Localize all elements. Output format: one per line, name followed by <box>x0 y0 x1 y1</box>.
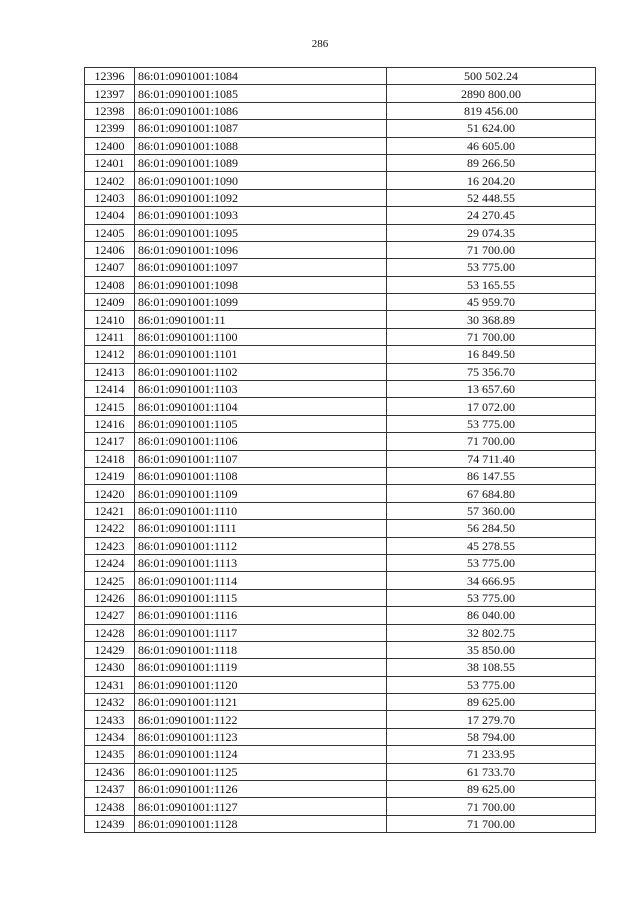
cadastral-number-cell: 86:01:0901001:1126 <box>135 781 387 798</box>
row-number-cell: 12436 <box>85 763 135 780</box>
row-number-cell: 12421 <box>85 502 135 519</box>
value-cell: 58 794.00 <box>387 728 596 745</box>
value-cell: 16 204.20 <box>387 172 596 189</box>
row-number-cell: 12437 <box>85 781 135 798</box>
row-number-cell: 12426 <box>85 589 135 606</box>
table-row <box>85 363 596 380</box>
row-number-cell: 12422 <box>85 520 135 537</box>
cadastral-number-cell: 86:01:0901001:1105 <box>135 415 387 432</box>
row-number-cell: 12396 <box>85 68 135 85</box>
cadastral-number-cell: 86:01:0901001:1106 <box>135 433 387 450</box>
row-number-cell: 12403 <box>85 189 135 206</box>
table-row <box>85 346 596 363</box>
cadastral-number-cell: 86:01:0901001:1084 <box>135 68 387 85</box>
row-number-cell: 12401 <box>85 154 135 171</box>
value-cell: 38 108.55 <box>387 659 596 676</box>
cadastral-number-cell: 86:01:0901001:1103 <box>135 381 387 398</box>
cadastral-number-cell: 86:01:0901001:1100 <box>135 328 387 345</box>
row-number-cell: 12400 <box>85 137 135 154</box>
table-row <box>85 746 596 763</box>
table-row <box>85 224 596 241</box>
table-row <box>85 294 596 311</box>
cadastral-number-cell: 86:01:0901001:1104 <box>135 398 387 415</box>
table-row <box>85 502 596 519</box>
cadastral-number-cell: 86:01:0901001:1098 <box>135 276 387 293</box>
table-row <box>85 241 596 258</box>
value-cell: 819 456.00 <box>387 102 596 119</box>
row-number-cell: 12419 <box>85 467 135 484</box>
cadastral-number-cell: 86:01:0901001:1102 <box>135 363 387 380</box>
cadastral-number-cell: 86:01:0901001:1119 <box>135 659 387 676</box>
table-row <box>85 154 596 171</box>
value-cell: 71 700.00 <box>387 241 596 258</box>
cadastral-number-cell: 86:01:0901001:11 <box>135 311 387 328</box>
row-number-cell: 12418 <box>85 450 135 467</box>
value-cell: 53 775.00 <box>387 554 596 571</box>
row-number-cell: 12409 <box>85 294 135 311</box>
value-cell: 86 147.55 <box>387 467 596 484</box>
row-number-cell: 12425 <box>85 572 135 589</box>
row-number-cell: 12439 <box>85 815 135 832</box>
table-row <box>85 328 596 345</box>
table-row <box>85 172 596 189</box>
row-number-cell: 12399 <box>85 120 135 137</box>
row-number-cell: 12402 <box>85 172 135 189</box>
table-row <box>85 728 596 745</box>
value-cell: 89 266.50 <box>387 154 596 171</box>
value-cell: 75 356.70 <box>387 363 596 380</box>
row-number-cell: 12407 <box>85 259 135 276</box>
table-row <box>85 520 596 537</box>
table-row <box>85 120 596 137</box>
row-number-cell: 12431 <box>85 676 135 693</box>
cadastral-number-cell: 86:01:0901001:1114 <box>135 572 387 589</box>
value-cell: 24 270.45 <box>387 207 596 224</box>
table-row <box>85 450 596 467</box>
table-row <box>85 641 596 658</box>
cadastral-number-cell: 86:01:0901001:1101 <box>135 346 387 363</box>
row-number-cell: 12435 <box>85 746 135 763</box>
cadastral-number-cell: 86:01:0901001:1128 <box>135 815 387 832</box>
row-number-cell: 12427 <box>85 607 135 624</box>
row-number-cell: 12411 <box>85 328 135 345</box>
value-cell: 32 802.75 <box>387 624 596 641</box>
table-row <box>85 763 596 780</box>
row-number-cell: 12406 <box>85 241 135 258</box>
cadastral-number-cell: 86:01:0901001:1124 <box>135 746 387 763</box>
cadastral-number-cell: 86:01:0901001:1099 <box>135 294 387 311</box>
table-row <box>85 607 596 624</box>
table-row <box>85 554 596 571</box>
table-row <box>85 815 596 832</box>
cadastral-number-cell: 86:01:0901001:1121 <box>135 694 387 711</box>
row-number-cell: 12429 <box>85 641 135 658</box>
value-cell: 74 711.40 <box>387 450 596 467</box>
table-row <box>85 398 596 415</box>
row-number-cell: 12417 <box>85 433 135 450</box>
table-row <box>85 102 596 119</box>
table-row <box>85 415 596 432</box>
table-row <box>85 537 596 554</box>
cadastral-number-cell: 86:01:0901001:1092 <box>135 189 387 206</box>
table-row <box>85 572 596 589</box>
table-row <box>85 85 596 102</box>
cadastral-number-cell: 86:01:0901001:1095 <box>135 224 387 241</box>
row-number-cell: 12433 <box>85 711 135 728</box>
table-body <box>85 68 596 833</box>
cadastral-number-cell: 86:01:0901001:1115 <box>135 589 387 606</box>
table-row <box>85 711 596 728</box>
row-number-cell: 12438 <box>85 798 135 815</box>
table-row <box>85 589 596 606</box>
value-cell: 71 700.00 <box>387 815 596 832</box>
page-number: 286 <box>311 38 329 50</box>
cadastral-number-cell: 86:01:0901001:1087 <box>135 120 387 137</box>
row-number-cell: 12434 <box>85 728 135 745</box>
table-row <box>85 676 596 693</box>
row-number-cell: 12398 <box>85 102 135 119</box>
value-cell: 53 775.00 <box>387 589 596 606</box>
table-row <box>85 659 596 676</box>
cadastral-number-cell: 86:01:0901001:1097 <box>135 259 387 276</box>
cadastral-number-cell: 86:01:0901001:1110 <box>135 502 387 519</box>
row-number-cell: 12416 <box>85 415 135 432</box>
value-cell: 56 284.50 <box>387 520 596 537</box>
table-row <box>85 207 596 224</box>
table-row <box>85 433 596 450</box>
cadastral-number-cell: 86:01:0901001:1120 <box>135 676 387 693</box>
table-row <box>85 694 596 711</box>
row-number-cell: 12428 <box>85 624 135 641</box>
table-row <box>85 381 596 398</box>
value-cell: 46 605.00 <box>387 137 596 154</box>
value-cell: 34 666.95 <box>387 572 596 589</box>
table-row <box>85 259 596 276</box>
cadastral-number-cell: 86:01:0901001:1123 <box>135 728 387 745</box>
table-row <box>85 798 596 815</box>
row-number-cell: 12415 <box>85 398 135 415</box>
value-cell: 13 657.60 <box>387 381 596 398</box>
cadastral-number-cell: 86:01:0901001:1116 <box>135 607 387 624</box>
value-cell: 86 040.00 <box>387 607 596 624</box>
row-number-cell: 12432 <box>85 694 135 711</box>
cadastral-number-cell: 86:01:0901001:1113 <box>135 554 387 571</box>
cadastral-number-cell: 86:01:0901001:1118 <box>135 641 387 658</box>
value-cell: 53 775.00 <box>387 415 596 432</box>
value-cell: 17 072.00 <box>387 398 596 415</box>
table-row <box>85 467 596 484</box>
value-cell: 29 074.35 <box>387 224 596 241</box>
row-number-cell: 12414 <box>85 381 135 398</box>
table-row <box>85 485 596 502</box>
value-cell: 16 849.50 <box>387 346 596 363</box>
row-number-cell: 12397 <box>85 85 135 102</box>
row-number-cell: 12404 <box>85 207 135 224</box>
row-number-cell: 12413 <box>85 363 135 380</box>
value-cell: 51 624.00 <box>387 120 596 137</box>
cadastral-number-cell: 86:01:0901001:1111 <box>135 520 387 537</box>
value-cell: 89 625.00 <box>387 694 596 711</box>
cadastral-number-cell: 86:01:0901001:1117 <box>135 624 387 641</box>
cadastral-number-cell: 86:01:0901001:1108 <box>135 467 387 484</box>
value-cell: 71 700.00 <box>387 798 596 815</box>
value-cell: 71 700.00 <box>387 328 596 345</box>
value-cell: 71 233.95 <box>387 746 596 763</box>
cadastral-number-cell: 86:01:0901001:1096 <box>135 241 387 258</box>
value-cell: 57 360.00 <box>387 502 596 519</box>
cadastral-number-cell: 86:01:0901001:1107 <box>135 450 387 467</box>
cadastral-number-cell: 86:01:0901001:1112 <box>135 537 387 554</box>
value-cell: 61 733.70 <box>387 763 596 780</box>
table-row <box>85 276 596 293</box>
table-row <box>85 624 596 641</box>
table-row <box>85 137 596 154</box>
value-cell: 53 775.00 <box>387 676 596 693</box>
row-number-cell: 12408 <box>85 276 135 293</box>
cadastral-number-cell: 86:01:0901001:1109 <box>135 485 387 502</box>
table-row <box>85 781 596 798</box>
cadastral-number-cell: 86:01:0901001:1085 <box>135 85 387 102</box>
row-number-cell: 12410 <box>85 311 135 328</box>
row-number-cell: 12430 <box>85 659 135 676</box>
value-cell: 67 684.80 <box>387 485 596 502</box>
cadastral-number-cell: 86:01:0901001:1122 <box>135 711 387 728</box>
row-number-cell: 12420 <box>85 485 135 502</box>
cadastral-number-cell: 86:01:0901001:1125 <box>135 763 387 780</box>
value-cell: 2890 800.00 <box>387 85 596 102</box>
value-cell: 53 165.55 <box>387 276 596 293</box>
table-row <box>85 311 596 328</box>
row-number-cell: 12423 <box>85 537 135 554</box>
row-number-cell: 12424 <box>85 554 135 571</box>
value-cell: 35 850.00 <box>387 641 596 658</box>
value-cell: 53 775.00 <box>387 259 596 276</box>
cadastral-number-cell: 86:01:0901001:1089 <box>135 154 387 171</box>
row-number-cell: 12412 <box>85 346 135 363</box>
value-cell: 45 959.70 <box>387 294 596 311</box>
cadastral-number-cell: 86:01:0901001:1090 <box>135 172 387 189</box>
cadastral-number-cell: 86:01:0901001:1088 <box>135 137 387 154</box>
value-cell: 30 368.89 <box>387 311 596 328</box>
table-row <box>85 68 596 85</box>
cadastral-number-cell: 86:01:0901001:1127 <box>135 798 387 815</box>
cadastral-number-cell: 86:01:0901001:1086 <box>135 102 387 119</box>
value-cell: 45 278.55 <box>387 537 596 554</box>
value-cell: 71 700.00 <box>387 433 596 450</box>
value-cell: 500 502.24 <box>387 68 596 85</box>
value-cell: 89 625.00 <box>387 781 596 798</box>
table-row <box>85 189 596 206</box>
value-cell: 17 279.70 <box>387 711 596 728</box>
row-number-cell: 12405 <box>85 224 135 241</box>
value-cell: 52 448.55 <box>387 189 596 206</box>
data-table <box>84 67 596 833</box>
cadastral-number-cell: 86:01:0901001:1093 <box>135 207 387 224</box>
